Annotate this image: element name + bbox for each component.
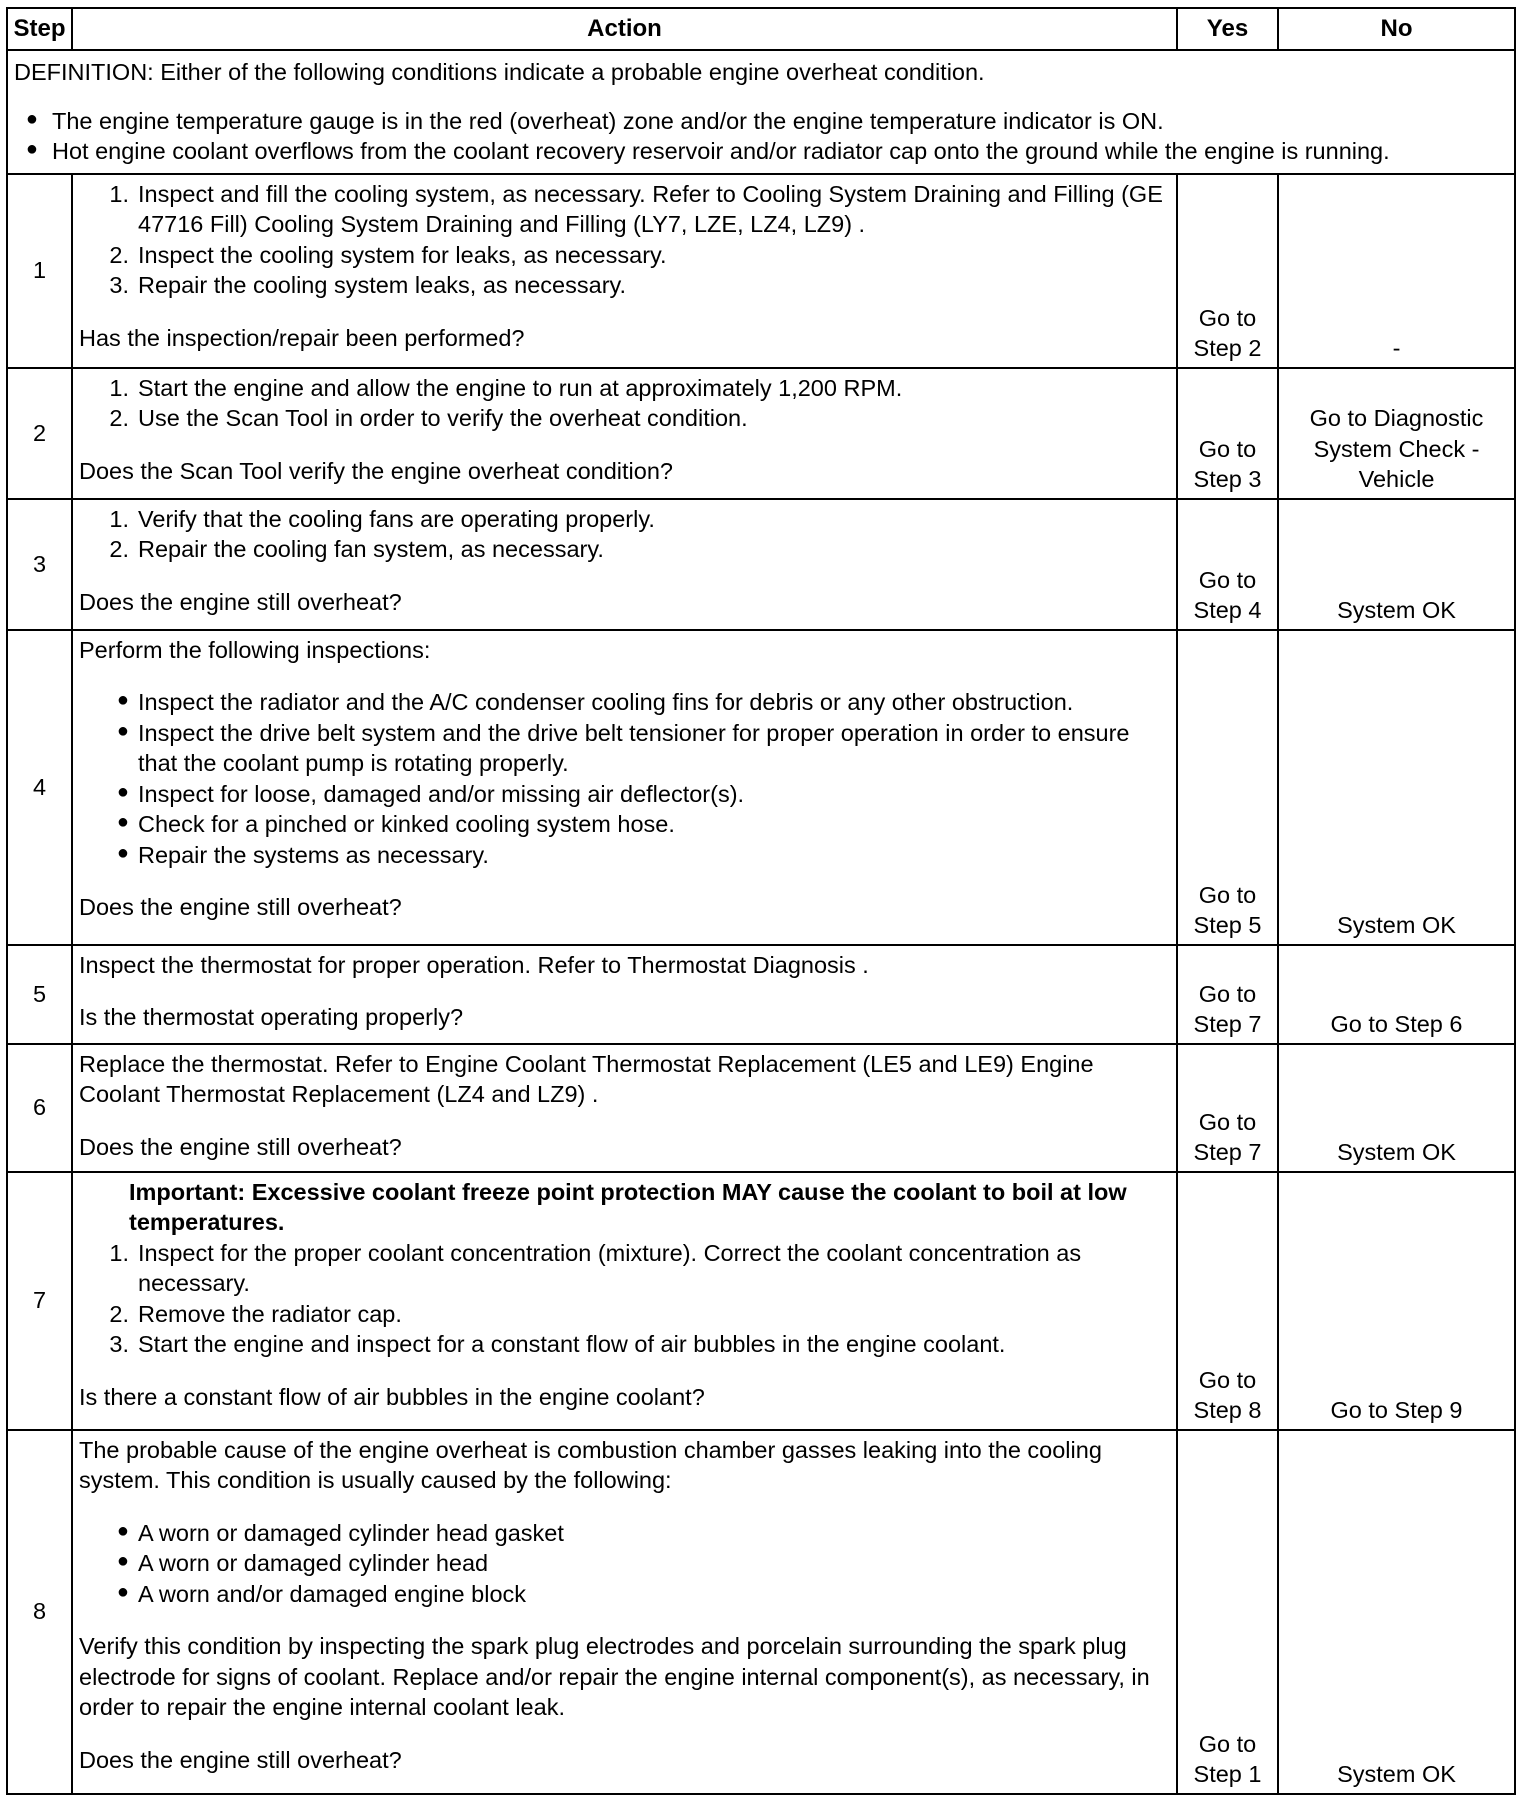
- question-text: Does the engine still overheat?: [79, 588, 402, 615]
- list-item: 2. Inspect the cooling system for leaks, as necessary.: [109, 241, 667, 268]
- bullet-icon: ●: [116, 1519, 129, 1542]
- bullet-icon: ●: [116, 689, 129, 712]
- list-item: 2. Remove the radiator cap.: [109, 1300, 402, 1327]
- action-cell: [72, 368, 1177, 499]
- action-cell: [72, 945, 1177, 1044]
- list-item: ● A worn or damaged cylinder head gasket: [79, 1518, 1170, 1549]
- action-text: Replace the thermostat. Refer to Engine Coolant Thermostat Replacement (LE5 and LE9) Engine Coolant Thermostat Replacement (LZ4 and LZ9) .: [79, 1050, 1094, 1108]
- list-item: 2. Repair the cooling fan system, as necessary.: [109, 536, 604, 563]
- table-row: [7, 499, 1515, 630]
- list-item: ● A worn or damaged cylinder head: [79, 1548, 1170, 1579]
- important-note: Important: Excessive coolant freeze point protection MAY cause the coolant to boil at low temperatures.: [129, 1178, 1127, 1236]
- list-item: ● A worn and/or damaged engine block: [79, 1579, 1170, 1610]
- no-cell: Go to Step 6: [1278, 945, 1515, 1044]
- bullet-icon: ●: [116, 719, 129, 742]
- step-number: 3: [7, 499, 72, 630]
- definition-row: [7, 50, 1515, 174]
- definition-cell: [7, 50, 1515, 174]
- list-item: ● Inspect for loose, damaged and/or missing air deflector(s).: [79, 779, 1170, 810]
- list-item: 3. Repair the cooling system leaks, as necessary.: [109, 272, 627, 299]
- definition-text: DEFINITION: Either of the following conditions indicate a probable engine overheat condition.: [14, 59, 985, 85]
- bullet-icon: ●: [25, 107, 38, 130]
- step-number: 7: [7, 1172, 72, 1430]
- step-number: 4: [7, 630, 72, 945]
- bullet-icon: ●: [116, 1580, 129, 1603]
- list-item: ● Inspect the drive belt system and the drive belt tensioner for proper operation in order to ensure that the coolant pump is rotating properly.: [79, 718, 1170, 779]
- intro-text: The probable cause of the engine overheat is combustion chamber gasses leaking into the cooling system. This condition is usually caused by the following:: [79, 1436, 1102, 1494]
- header-step: Step: [7, 8, 72, 50]
- question-text: Has the inspection/repair been performed?: [79, 324, 525, 351]
- list-item: 3. Start the engine and inspect for a constant flow of air bubbles in the engine coolant.: [109, 1331, 1006, 1358]
- list-item: 2. Use the Scan Tool in order to verify the overheat condition.: [109, 405, 748, 432]
- question-text: Is the thermostat operating properly?: [79, 1004, 464, 1031]
- no-cell: System OK: [1278, 630, 1515, 945]
- list-item: ● Check for a pinched or kinked cooling system hose.: [79, 809, 1170, 840]
- table-row: [7, 1044, 1515, 1172]
- no-cell: System OK: [1278, 1044, 1515, 1172]
- table-row: [7, 1172, 1515, 1430]
- diagnostic-table: [6, 7, 1516, 1795]
- list-item: 1. Start the engine and allow the engine to run at approximately 1,200 RPM.: [109, 374, 903, 401]
- definition-bullet: ● The engine temperature gauge is in the red (overheat) zone and/or the engine temperature indicator is ON.: [14, 106, 1508, 137]
- table-row: [7, 1430, 1515, 1794]
- action-cell: [72, 1430, 1177, 1794]
- table-row: [7, 630, 1515, 945]
- step-number: 1: [7, 174, 72, 368]
- step-number: 8: [7, 1430, 72, 1794]
- list-item: 1. Inspect and fill the cooling system, as necessary. Refer to Cooling System Draining and Filling (GE 47716 Fill) Cooling System Draining and Filling (LY7, LZE, LZ4, LZ9) .: [109, 180, 1163, 238]
- step-number: 5: [7, 945, 72, 1044]
- yes-cell: Go to Step 4: [1177, 499, 1278, 630]
- list-item: ● Repair the systems as necessary.: [79, 840, 1170, 871]
- action-cell: [72, 1172, 1177, 1430]
- bullet-icon: ●: [116, 1550, 129, 1573]
- question-text: Does the engine still overheat?: [79, 894, 402, 921]
- header-action: Action: [72, 8, 1177, 50]
- table-row: [7, 368, 1515, 499]
- yes-cell: Go to Step 2: [1177, 174, 1278, 368]
- question-text: Does the engine still overheat?: [79, 1133, 402, 1160]
- yes-cell: Go to Step 8: [1177, 1172, 1278, 1430]
- step-number: 6: [7, 1044, 72, 1172]
- yes-cell: Go to Step 7: [1177, 945, 1278, 1044]
- bullet-icon: ●: [116, 780, 129, 803]
- list-item: ● Inspect the radiator and the A/C condenser cooling fins for debris or any other obstruction.: [79, 687, 1170, 718]
- yes-cell: Go to Step 1: [1177, 1430, 1278, 1794]
- table-row: [7, 174, 1515, 368]
- header-no: No: [1278, 8, 1515, 50]
- step-number: 2: [7, 368, 72, 499]
- question-text: Does the Scan Tool verify the engine overheat condition?: [79, 457, 673, 484]
- header-row: [7, 8, 1515, 50]
- no-cell: Go to Step 9: [1278, 1172, 1515, 1430]
- action-cell: [72, 499, 1177, 630]
- yes-cell: Go to Step 7: [1177, 1044, 1278, 1172]
- action-text: Verify this condition by inspecting the spark plug electrodes and porcelain surrounding the spark plug electrode for signs of coolant. Replace and/or repair the engine internal component(s), as necessary, in order to repair the engine internal coolant leak.: [79, 1633, 1150, 1721]
- no-cell: System OK: [1278, 499, 1515, 630]
- question-text: Does the engine still overheat?: [79, 1747, 402, 1774]
- action-cell: [72, 1044, 1177, 1172]
- bullet-icon: ●: [116, 811, 129, 834]
- intro-text: Perform the following inspections:: [79, 636, 431, 663]
- table-row: [7, 945, 1515, 1044]
- header-yes: Yes: [1177, 8, 1278, 50]
- list-item: 1. Inspect for the proper coolant concentration (mixture). Correct the coolant concentration as necessary.: [109, 1239, 1082, 1297]
- no-cell: System OK: [1278, 1430, 1515, 1794]
- no-cell: Go to Diagnostic System Check - Vehicle: [1278, 368, 1515, 499]
- action-cell: [72, 174, 1177, 368]
- no-cell: -: [1278, 174, 1515, 368]
- bullet-icon: ●: [25, 138, 38, 161]
- action-cell: [72, 630, 1177, 945]
- definition-bullet: ● Hot engine coolant overflows from the coolant recovery reservoir and/or radiator cap onto the ground while the engine is running.: [14, 136, 1508, 167]
- list-item: 1. Verify that the cooling fans are operating properly.: [109, 505, 655, 532]
- question-text: Is there a constant flow of air bubbles in the engine coolant?: [79, 1383, 705, 1410]
- yes-cell: Go to Step 5: [1177, 630, 1278, 945]
- bullet-icon: ●: [116, 841, 129, 864]
- action-text: Inspect the thermostat for proper operation. Refer to Thermostat Diagnosis .: [79, 951, 869, 978]
- yes-cell: Go to Step 3: [1177, 368, 1278, 499]
